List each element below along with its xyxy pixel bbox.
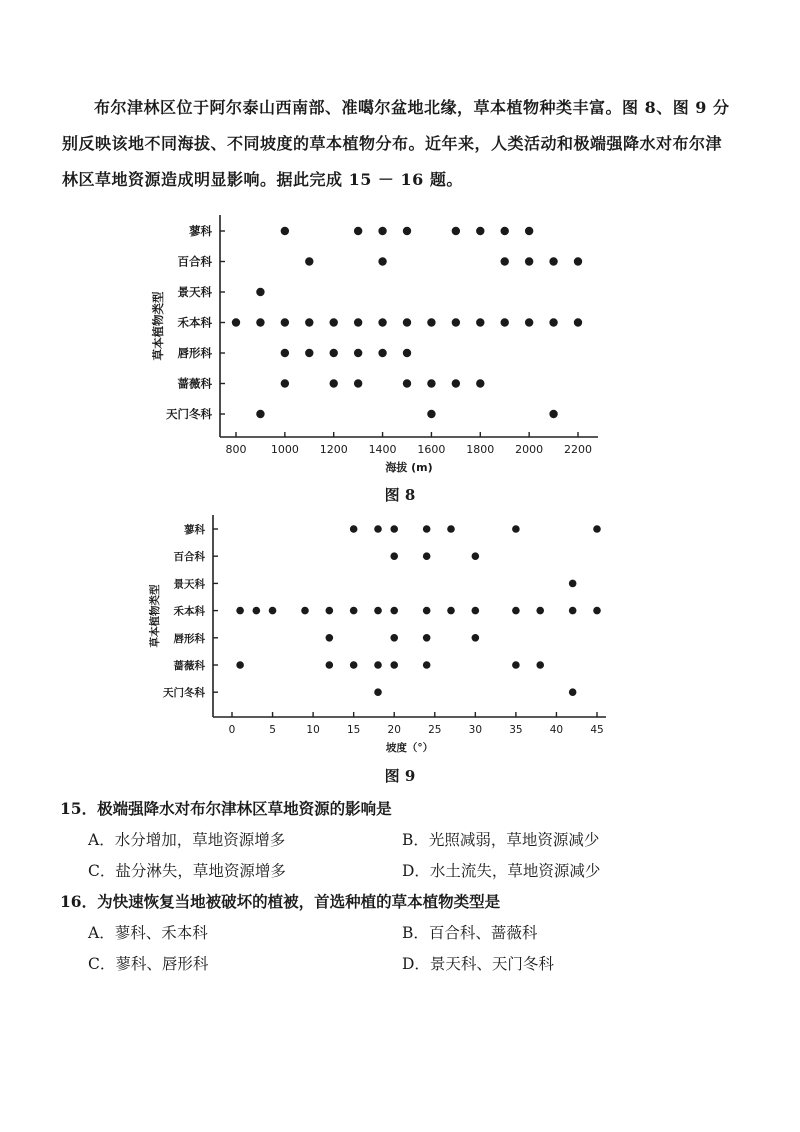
- data-point: [256, 410, 264, 418]
- data-point: [574, 257, 582, 265]
- data-point: [354, 227, 362, 235]
- data-point: [423, 607, 431, 615]
- data-point: [390, 525, 398, 533]
- data-point: [253, 607, 261, 615]
- data-point: [390, 607, 398, 615]
- y-tick-label: 蔷薇科: [177, 376, 212, 391]
- data-point: [378, 349, 386, 357]
- data-point: [427, 410, 435, 418]
- x-tick-label: 5: [269, 724, 276, 736]
- data-point: [593, 525, 601, 533]
- data-point: [378, 257, 386, 265]
- data-point: [305, 349, 313, 357]
- y-tick-label: 唇形科: [177, 346, 212, 360]
- question-16-option-a[interactable]: A．蓼科、禾本科: [88, 924, 208, 942]
- data-point: [403, 349, 411, 357]
- data-point: [305, 318, 313, 326]
- data-point: [232, 318, 240, 326]
- data-point: [374, 688, 382, 696]
- data-point: [593, 607, 601, 615]
- x-tick-label: 15: [346, 724, 361, 736]
- data-point: [378, 318, 386, 326]
- data-point: [281, 379, 289, 387]
- x-tick-label: 30: [468, 724, 483, 736]
- x-tick-label: 1600: [417, 443, 446, 456]
- data-point: [390, 552, 398, 560]
- y-tick-label: 禾本科: [177, 315, 212, 330]
- question-15-option-b[interactable]: B．光照减弱，草地资源减少: [402, 831, 600, 849]
- x-axis-label: 坡度（°）: [385, 742, 434, 754]
- data-point: [452, 379, 460, 387]
- y-tick-label: 蓼科: [184, 524, 205, 536]
- data-point: [574, 318, 582, 326]
- data-point: [301, 607, 309, 615]
- data-point: [549, 410, 557, 418]
- y-tick-label: 景天科: [177, 285, 212, 299]
- x-tick-label: 1000: [270, 443, 299, 456]
- y-tick-label: 禾本科: [173, 605, 205, 618]
- data-point: [423, 525, 431, 533]
- data-point: [569, 580, 577, 588]
- data-point: [512, 607, 520, 615]
- x-tick-label: 40: [549, 724, 564, 736]
- data-point: [330, 349, 338, 357]
- intro-text: 布尔津林区位于阿尔泰山西南部、准噶尔盆地北缘，草本植物种类丰富。图 8、图 9 分别反映该地不同海拔、不同坡度的草本植物分布。近年来，人类活动和极端强降水对布尔津林区草地资源造成明显影响。据此完成 15 － 16 题。: [62, 98, 730, 189]
- data-point: [403, 318, 411, 326]
- data-point: [525, 318, 533, 326]
- data-point: [354, 318, 362, 326]
- data-point: [501, 227, 509, 235]
- data-point: [256, 318, 264, 326]
- data-point: [476, 318, 484, 326]
- data-point: [281, 318, 289, 326]
- question-15-option-c[interactable]: C．盐分淋失，草地资源增多: [88, 862, 286, 880]
- x-tick-label: 0: [228, 724, 236, 736]
- y-tick-label: 百合科: [177, 254, 212, 269]
- x-tick-label: 2000: [515, 443, 544, 456]
- intro-paragraph: [62, 90, 734, 198]
- data-point: [378, 227, 386, 235]
- data-point: [350, 661, 358, 669]
- data-point: [512, 661, 520, 669]
- x-axis-label: 海拔 (m): [385, 461, 433, 474]
- data-point: [354, 349, 362, 357]
- question-15-stem: 15．极端强降水对布尔津林区草地资源的影响是: [60, 799, 392, 818]
- question-15-option-d[interactable]: D．水土流失，草地资源减少: [402, 862, 601, 880]
- data-point: [501, 257, 509, 265]
- y-tick-label: 百合科: [173, 551, 205, 564]
- x-tick-label: 2200: [564, 443, 592, 456]
- y-tick-label: 唇形科: [173, 632, 205, 645]
- data-point: [423, 552, 431, 560]
- x-tick-label: 1400: [368, 443, 397, 456]
- data-point: [476, 379, 484, 387]
- data-point: [512, 525, 520, 533]
- data-point: [374, 607, 382, 615]
- x-tick-label: 35: [509, 724, 523, 736]
- data-point: [536, 607, 544, 615]
- data-point: [326, 607, 334, 615]
- x-tick-label: 45: [590, 724, 604, 736]
- question-16-stem: 16．为快速恢复当地被破坏的植被，首选种植的草本植物类型是: [60, 892, 501, 911]
- figure-8-caption: 图 8: [384, 486, 416, 504]
- data-point: [374, 661, 382, 669]
- y-tick-label: 蓼科: [189, 224, 212, 238]
- x-tick-label: 1200: [319, 443, 348, 456]
- data-point: [427, 318, 435, 326]
- data-point: [236, 607, 244, 615]
- figure-9-caption: 图 9: [384, 767, 416, 785]
- data-point: [525, 257, 533, 265]
- question-16-option-d[interactable]: D．景天科、天门冬科: [402, 955, 554, 973]
- y-axis-label: 草本植物类型: [151, 291, 165, 361]
- y-tick-label: 天门冬科: [163, 687, 205, 700]
- data-point: [354, 379, 362, 387]
- data-point: [427, 379, 435, 387]
- data-point: [256, 288, 264, 296]
- data-point: [569, 688, 577, 696]
- data-point: [305, 257, 313, 265]
- data-point: [476, 227, 484, 235]
- data-point: [423, 634, 431, 642]
- data-point: [447, 525, 455, 533]
- data-point: [452, 318, 460, 326]
- data-point: [423, 661, 431, 669]
- x-tick-label: 800: [225, 443, 247, 456]
- y-axis-label: 草本植物类型: [149, 584, 161, 648]
- data-point: [452, 227, 460, 235]
- data-point: [350, 525, 358, 533]
- question-15-option-a[interactable]: A．水分增加，草地资源增多: [88, 831, 286, 849]
- data-point: [326, 634, 334, 642]
- data-point: [236, 661, 244, 669]
- question-16-option-b[interactable]: B．百合科、蔷薇科: [402, 924, 538, 942]
- data-point: [536, 661, 544, 669]
- data-point: [403, 379, 411, 387]
- data-point: [390, 661, 398, 669]
- figure-9-slope-scatter: [0, 505, 800, 755]
- x-tick-label: 1800: [466, 443, 495, 456]
- data-point: [374, 525, 382, 533]
- y-tick-label: 蔷薇科: [173, 660, 205, 672]
- data-point: [549, 318, 557, 326]
- figure-8-altitude-scatter: [0, 205, 800, 475]
- data-point: [281, 227, 289, 235]
- y-tick-label: 景天科: [173, 578, 205, 591]
- data-point: [447, 607, 455, 615]
- y-tick-label: 天门冬科: [166, 407, 212, 421]
- data-point: [472, 634, 480, 642]
- x-tick-label: 10: [306, 724, 320, 736]
- data-point: [472, 552, 480, 560]
- data-point: [269, 607, 277, 615]
- data-point: [350, 607, 358, 615]
- data-point: [472, 607, 480, 615]
- data-point: [403, 227, 411, 235]
- data-point: [525, 227, 533, 235]
- data-point: [326, 661, 334, 669]
- data-point: [501, 318, 509, 326]
- data-point: [330, 318, 338, 326]
- x-tick-label: 25: [428, 724, 442, 736]
- data-point: [281, 349, 289, 357]
- data-point: [390, 634, 398, 642]
- question-16-option-c[interactable]: C．蓼科、唇形科: [88, 955, 209, 973]
- data-point: [569, 607, 577, 615]
- data-point: [330, 379, 338, 387]
- data-point: [549, 257, 557, 265]
- x-tick-label: 20: [387, 724, 401, 736]
